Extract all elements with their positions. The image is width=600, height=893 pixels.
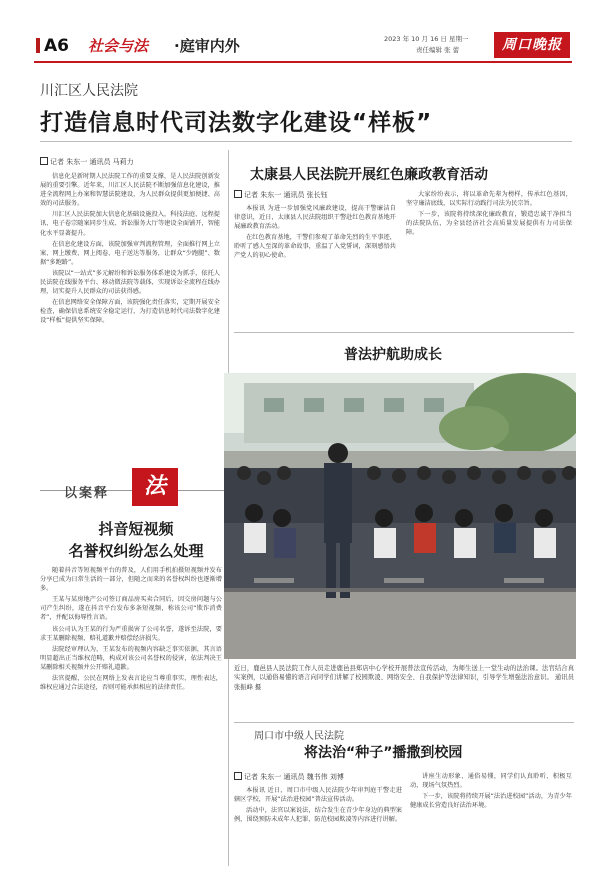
article3-title-line1: 抖音短视频 — [98, 520, 174, 538]
page-number: A6 — [36, 36, 69, 56]
paragraph: 大家纷纷表示，将以革命先辈为榜样，传承红色基因，坚守廉洁底线，以实际行动践行司法为民宗旨。 — [406, 191, 572, 208]
article1-court: 川汇区人民法院 — [40, 83, 138, 99]
article5-court: 周口市中级人民法院 — [254, 731, 344, 742]
editor-credit: 责任编辑 张 蕾 — [416, 46, 460, 54]
byline-square-icon — [40, 157, 48, 165]
paragraph: 王某与某房地产公司签订商品房买卖合同后，因交房问题与公司产生纠纷，遂在抖音平台发布多条短视频，称该公司“欺诈消费者”，并配以侮辱性言语。 — [40, 596, 222, 622]
paragraph: 下一步，该院将持续开展“法治进校园”活动，为青少年健康成长营造良好法治环境。 — [410, 793, 572, 810]
divider — [40, 141, 572, 142]
paragraph: 在信息化建设方面，该院加强审判流程管理，全面推行网上立案、网上缴费、网上阅卷、电子送达等服务，让群众“少跑腿”、数据“多跑路”。 — [40, 240, 220, 266]
page-header — [0, 0, 600, 62]
paragraph: 讲座生动形象、通俗易懂，同学们认真聆听、积极互动，现场气氛热烈。 — [410, 773, 572, 790]
paragraph: 法院经审理认为，王某发布的视频内容缺乏事实依据，其言语明显超出正当维权范畴，构成对该公司名誉权的侵害，依法判决王某删除相关视频并公开赔礼道歉。 — [40, 645, 222, 671]
photo-caption: 近日，鹿邑县人民法院工作人员走进鹿邑县郑店中心学校开展普法宣传活动，为师生送上一堂生动的法治课。法官结合真实案例，以通俗易懂的语言向同学们讲解了校园欺凌、网络安全、自我保护等法律知识，引导学生增强法治意识。 通讯员 张振峰 摄 — [234, 665, 574, 691]
paragraph: 该院以“一站式”多元解纷和诉讼服务体系建设为抓手，依托人民法院在线服务平台、移动微法院等载体，实现诉讼全流程在线办理，切实提升人民群众的司法获得感。 — [40, 269, 220, 296]
article3-title — [40, 518, 232, 562]
article5-col1 — [234, 786, 402, 866]
header-rule — [34, 61, 572, 63]
article5-title: 将法治“种子”播撒到校园 — [304, 745, 463, 761]
article1-title: 打造信息时代司法数字化建设“样板” — [40, 110, 433, 136]
article3-body — [40, 566, 222, 866]
paragraph: 下一步，该院将持续深化廉政教育，锻造忠诚干净担当的法院队伍，为全县经济社会高质量发展提供有力司法保障。 — [406, 211, 572, 237]
article2-byline: 记者 朱东一 通讯员 张长钰 — [234, 190, 328, 200]
paragraph: 在红色教育基地，干警们参观了革命先烈的生平事迹，聆听了感人至深的革命故事，重温了入党誓词，深刻感悟共产党人的初心使命。 — [234, 234, 396, 260]
school-event-photo — [224, 373, 576, 659]
byline-square-icon — [234, 190, 242, 198]
article4-title: 普法护航助成长 — [344, 347, 442, 363]
paragraph: 川汇区人民法院加大信息化基础设施投入，科技法庭、远程提讯、电子卷宗随案同步生成、诉讼服务大厅等建设全面铺开，智能化水平显著提升。 — [40, 211, 220, 237]
paragraph: 随着抖音等短视频平台的普及，人们用手机拍摄短视频并发布分享已成为日常生活的一部分，但随之而来的名誉权纠纷也逐渐增多。 — [40, 567, 222, 593]
ribbon-badge: 法 — [132, 468, 178, 506]
subsection-name: ·庭审内外 — [174, 37, 240, 55]
article1-body — [40, 172, 220, 456]
photo-illustration — [224, 373, 576, 659]
paragraph: 在信息网络安全保障方面，该院强化责任落实，定期开展安全检查，确保信息系统安全稳定运行，为打造信息时代司法数字化建设“样板”提供坚实保障。 — [40, 299, 220, 325]
article5-col2 — [410, 772, 572, 866]
byline-square-icon — [234, 772, 242, 780]
article2-col2 — [406, 190, 572, 322]
divider — [234, 332, 574, 333]
ribbon-label: 以案释 — [64, 486, 110, 501]
article5-byline: 记者 朱东一 通讯员 魏书伟 刘博 — [234, 772, 344, 782]
paragraph: 法官提醒，公民在网络上发表言论应当尊重事实、理性表达，维权应通过合法途径，否则可能承担相应的法律责任。 — [40, 675, 222, 692]
article2-col1 — [234, 204, 396, 322]
divider — [234, 722, 574, 723]
paragraph: 活动中，法官以案说法，结合发生在青少年身边的典型案例，围绕预防未成年人犯罪、防范校园欺凌等内容进行讲解。 — [234, 807, 402, 824]
paragraph: 本报讯 近日，周口市中级人民法院少年审判庭干警走进辖区学校，开展“法治进校园”普法宣传活动。 — [234, 787, 402, 804]
paragraph: 本报讯 为进一步加强党风廉政建设，提高干警廉洁自律意识，近日，太康县人民法院组织干警赴红色教育基地开展廉政教育活动。 — [234, 205, 396, 231]
section-name: 社会与法 — [88, 37, 149, 55]
paper-logo: 周口晚报 — [494, 32, 570, 58]
issue-date: 2023 年 10 月 16 日 星期一 — [384, 35, 469, 43]
paragraph: 该公司认为王某的行为严重损害了公司名誉，遂诉至法院，要求王某删除视频、赔礼道歉并赔偿经济损失。 — [40, 625, 222, 642]
article2-title: 太康县人民法院开展红色廉政教育活动 — [250, 167, 488, 183]
paragraph: 信息化是新时期人民法院工作的重要支撑，是人民法院创新发展的重要引擎。近年来，川汇区人民法院不断加强信息化建设，推进全流程网上办案和智慧法院建设，为人民群众提供更加便捷、高效的司法服务。 — [40, 173, 220, 208]
article3-title-line2: 名誉权纠纷怎么处理 — [68, 542, 204, 560]
case-law-ribbon — [40, 464, 230, 512]
article1-byline: 记者 朱东一 通讯员 马莉力 — [40, 157, 134, 167]
